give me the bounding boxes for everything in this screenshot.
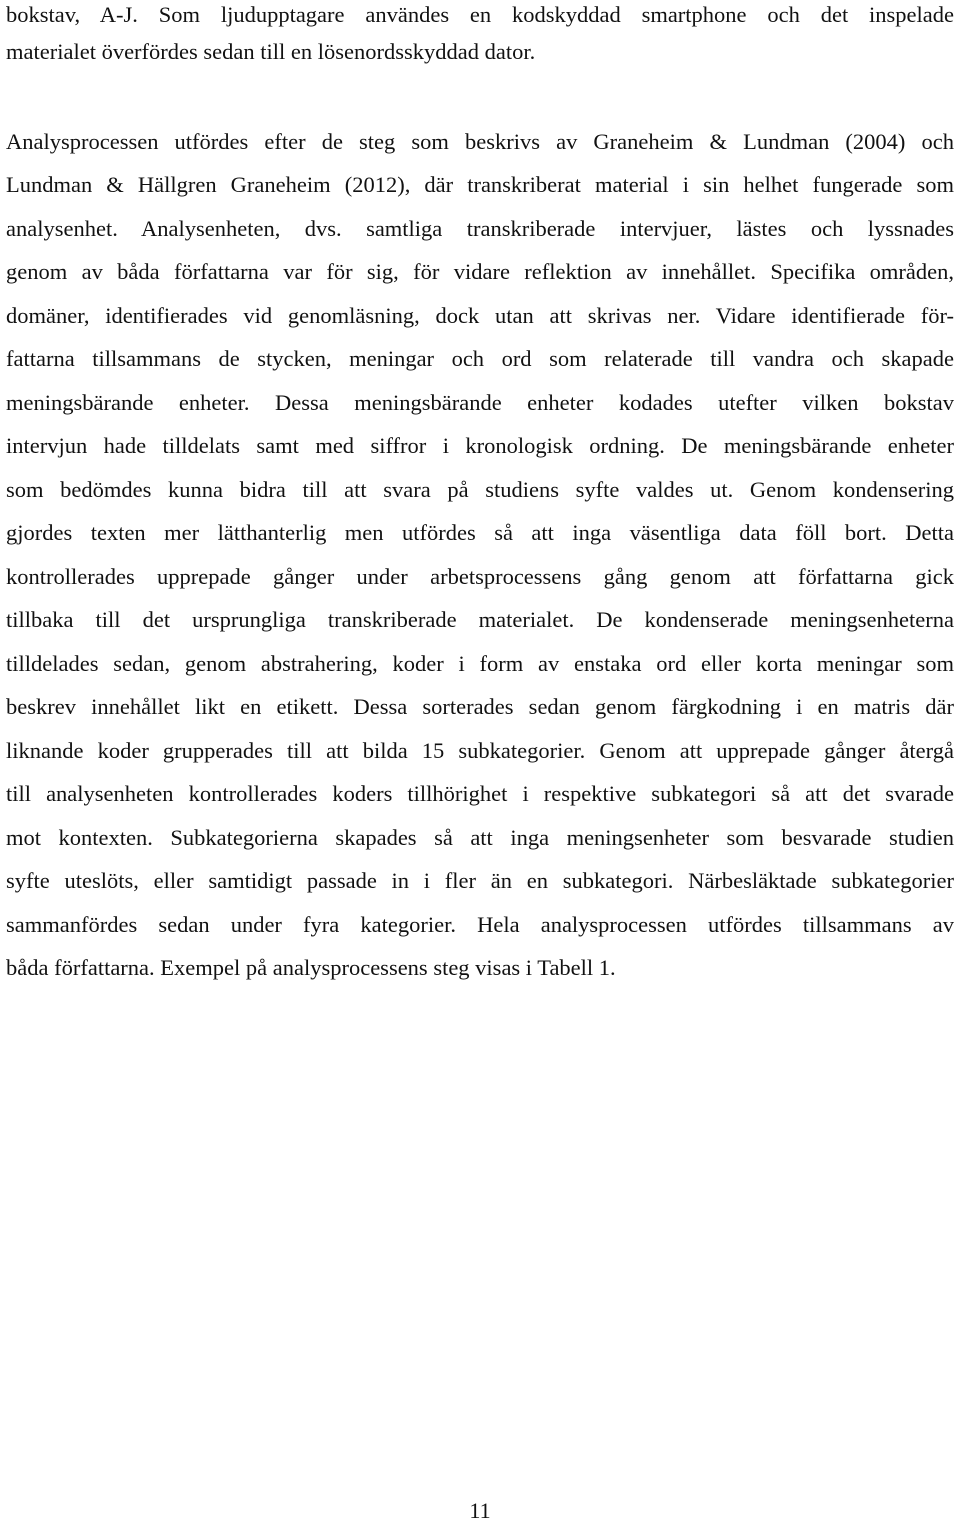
text-line: tilldelades sedan, genom abstrahering, koder i form av enstaka ord eller korta meningar som — [6, 651, 954, 676]
text-line: Lundman & Hällgren Graneheim (2012), där transkriberat material i sin helhet fungerade som — [6, 172, 954, 197]
text-line: fattarna tillsammans de stycken, meningar och ord som relaterade till vandra och skapade — [6, 346, 954, 371]
text-line: till analysenheten kontrollerades koders tillhörighet i respektive subkategori så att det svarade — [6, 781, 954, 806]
text-line: intervjun hade tilldelats samt med siffror i kronologisk ordning. De meningsbärande enheter — [6, 433, 954, 458]
text-line: kontrollerades upprepade gånger under arbetsprocessens gång genom att författarna gick — [6, 564, 954, 589]
page-number: 11 — [469, 1498, 491, 1523]
text-line: sammanfördes sedan under fyra kategorier. Hela analysprocessen utfördes tillsammans av — [6, 912, 954, 937]
text-line: som bedömdes kunna bidra till att svara på studiens syfte valdes ut. Genom kondensering — [6, 477, 954, 502]
text-line: meningsbärande enheter. Dessa meningsbärande enheter kodades utefter vilken bokstav — [6, 390, 954, 415]
text-line: beskrev innehållet likt en etikett. Dessa sorterades sedan genom färgkodning i en matris där — [6, 694, 954, 719]
text-line: tillbaka till det ursprungliga transkriberade materialet. De kondenserade meningsenheterna — [6, 607, 954, 632]
text-line: bokstav, A-J. Som ljudupptagare användes en kodskyddad smartphone och det inspelade — [6, 2, 954, 27]
text-line: mot kontexten. Subkategorierna skapades så att inga meningsenheter som besvarade studien — [6, 825, 954, 850]
text-line: analysenhet. Analysenheten, dvs. samtliga transkriberade intervjuer, lästes och lyssnades — [6, 216, 954, 241]
text-line: materialet överfördes sedan till en lösenordsskyddad dator. — [6, 39, 536, 64]
text-line: genom av båda författarna var för sig, för vidare reflektion av innehållet. Specifika områden, — [6, 259, 954, 284]
text-line: liknande koder grupperades till att bilda 15 subkategorier. Genom att upprepade gånger återgå — [6, 738, 954, 763]
text-line: båda författarna. Exempel på analysprocessens steg visas i Tabell 1. — [6, 955, 616, 980]
text-line: Analysprocessen utfördes efter de steg som beskrivs av Graneheim & Lundman (2004) och — [6, 129, 954, 154]
text-line: syfte uteslöts, eller samtidigt passade in i fler än en subkategori. Närbesläktade subkategorier — [6, 868, 954, 893]
text-line: gjordes texten mer lätthanterlig men utfördes så att inga väsentliga data föll bort. Detta — [6, 520, 954, 545]
text-line: domäner, identifierades vid genomläsning, dock utan att skrivas ner. Vidare identifierade för- — [6, 303, 954, 328]
